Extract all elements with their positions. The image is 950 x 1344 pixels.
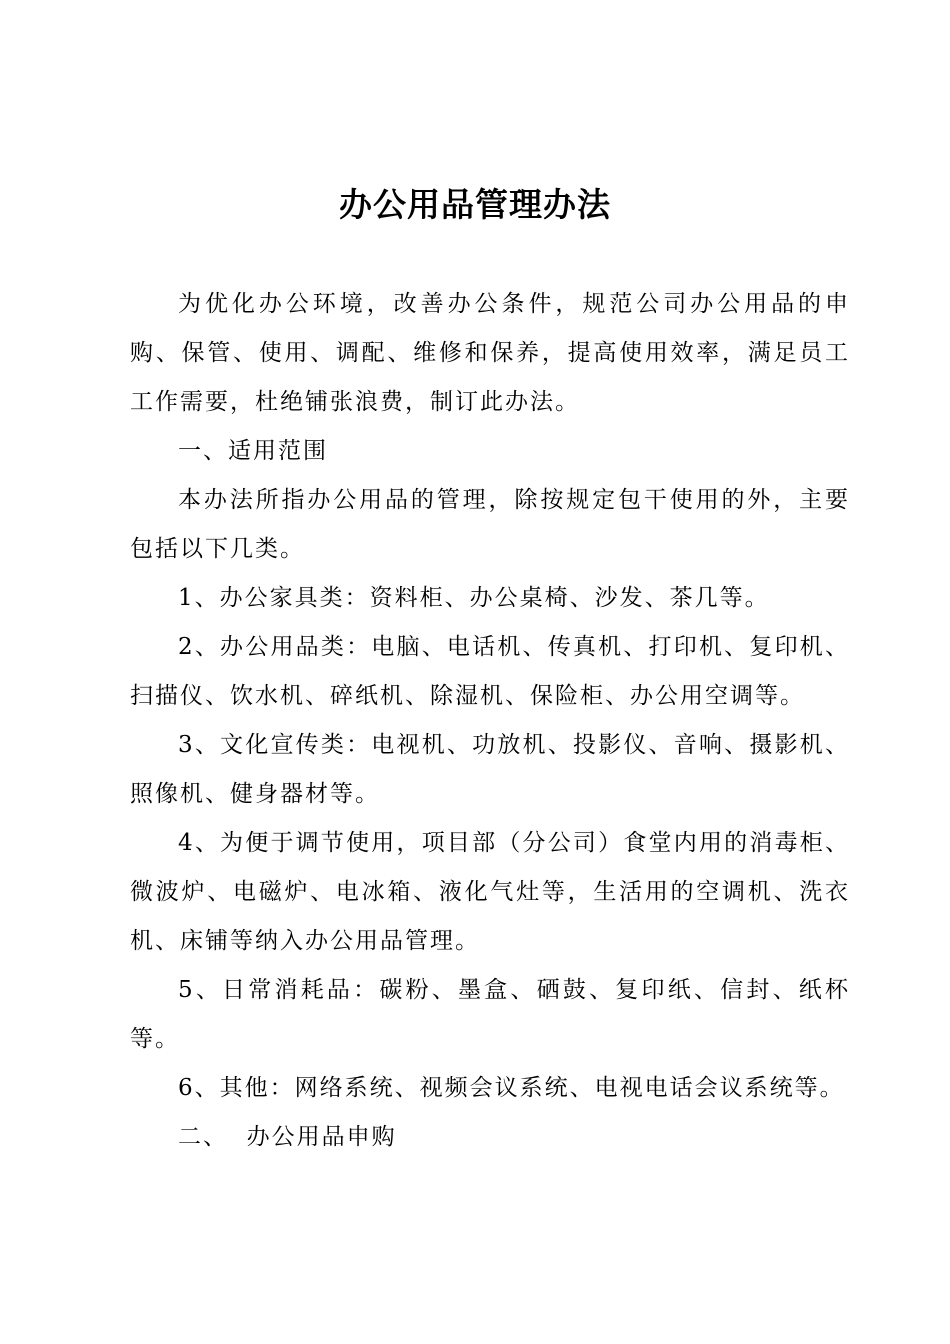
document-body [130,280,850,1162]
list-item-canteen-living: 4、为便于调节使用，项目部（分公司）食堂内用的消毒柜、微波炉、电磁炉、电冰箱、液化气灶等，生活用的空调机、洗衣机、床铺等纳入办公用品管理。 [130,830,850,954]
scope-paragraph: 本办法所指办公用品的管理，除按规定包干使用的外，主要包括以下几类。 [130,487,850,562]
list-item-other: 6、其他：网络系统、视频会议系统、电视电话会议系统等。 [178,1075,845,1101]
document-title: 办公用品管理办法 [339,185,611,224]
list-item-furniture: 1、办公家具类：资料柜、办公桌椅、沙发、茶几等。 [178,585,770,611]
list-item-culture-promotion: 3、文化宣传类：电视机、功放机、投影仪、音响、摄影机、照像机、健身器材等。 [130,732,850,807]
section-heading-scope: 一、适用范围 [178,438,328,464]
list-item-consumables: 5、日常消耗品：碳粉、墨盒、硒鼓、复印纸、信封、纸杯等。 [130,977,850,1052]
list-item-office-equipment: 2、办公用品类：电脑、电话机、传真机、打印机、复印机、扫描仪、饮水机、碎纸机、除湿机、保险柜、办公用空调等。 [130,634,850,709]
section-heading-purchase: 二、 办公用品申购 [178,1124,397,1150]
intro-paragraph: 为优化办公环境，改善办公条件，规范公司办公用品的申购、保管、使用、调配、维修和保养，提高使用效率，满足员工工作需要，杜绝铺张浪费，制订此办法。 [130,291,850,415]
